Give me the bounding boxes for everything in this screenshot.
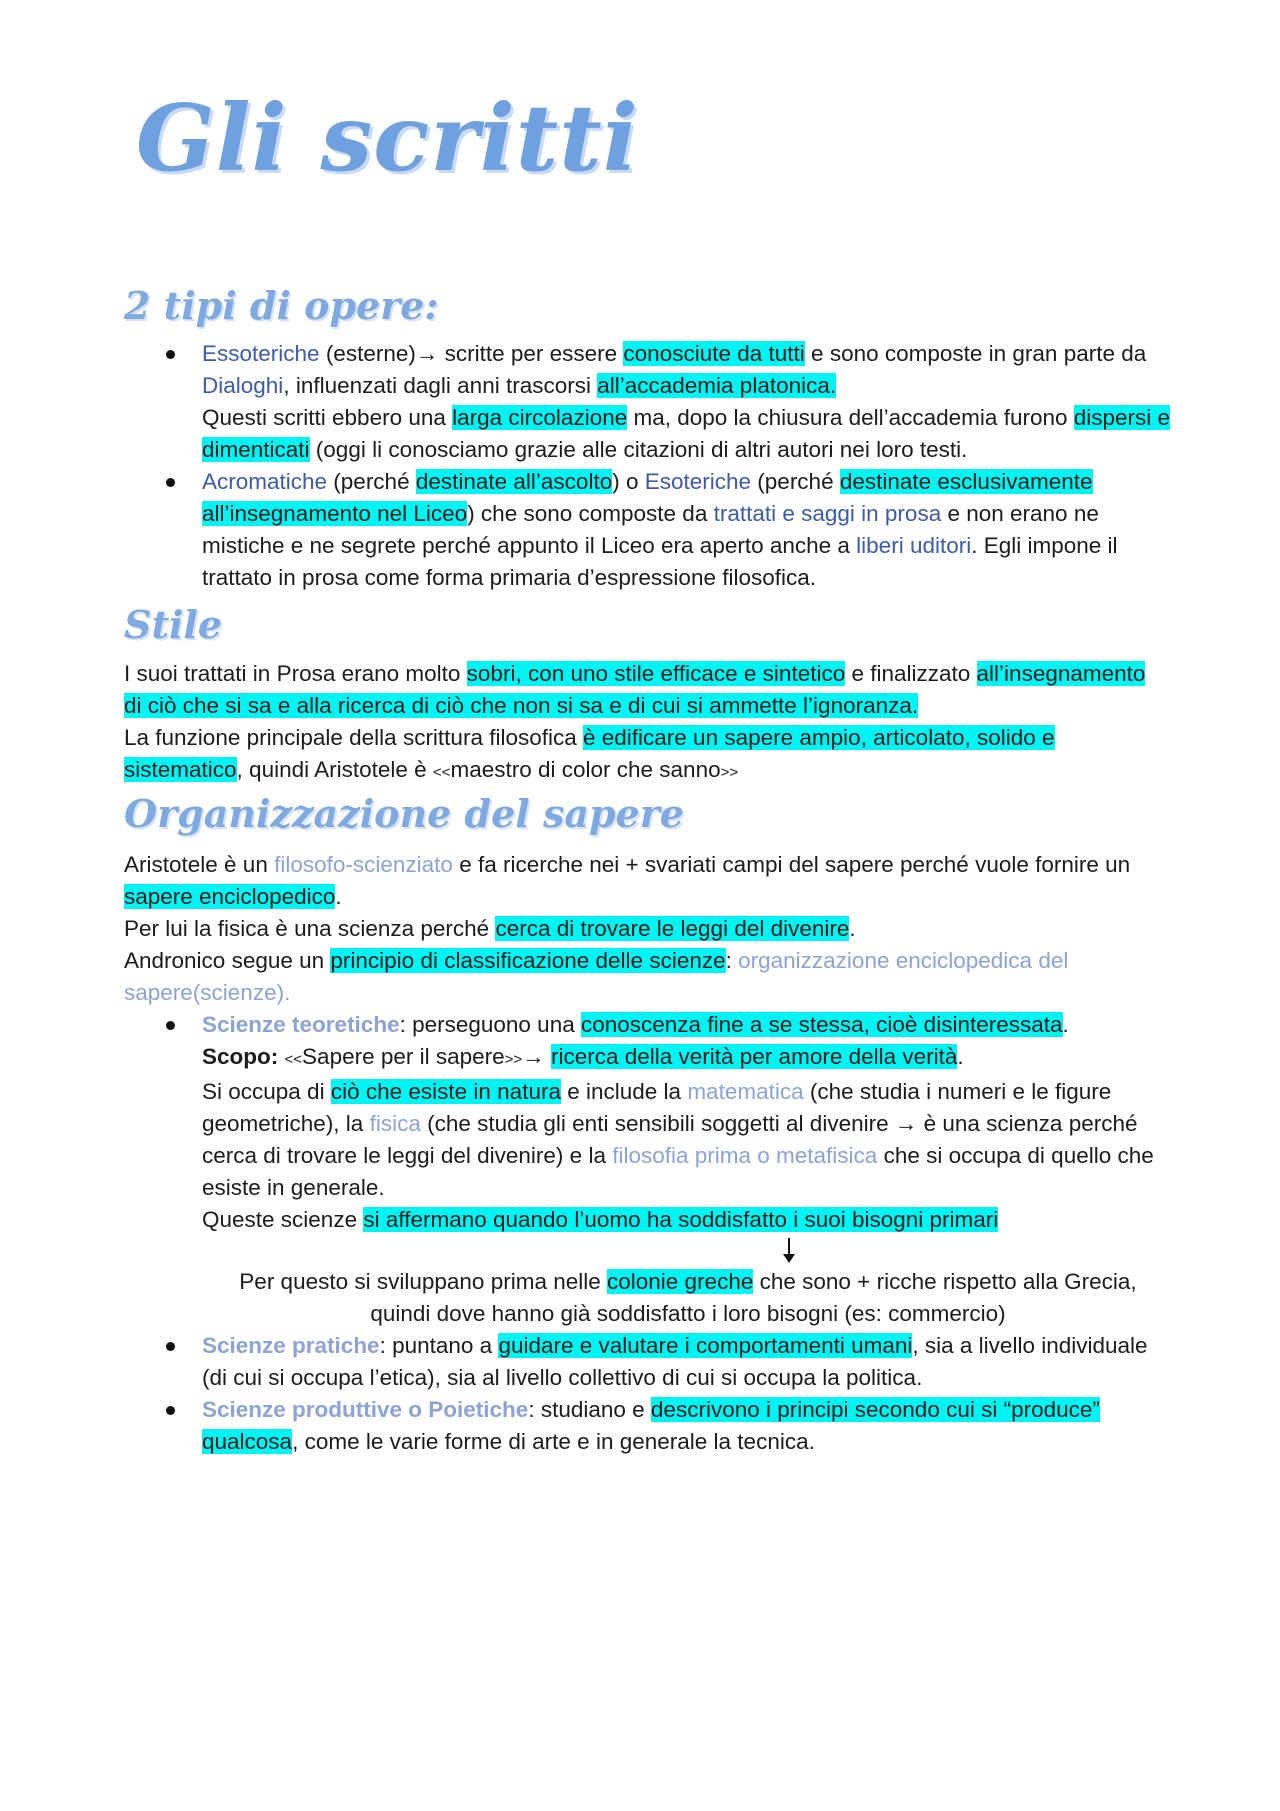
scienze-list: [124, 1009, 1174, 1458]
bullet-icon: [166, 1021, 175, 1030]
bullet-icon: [166, 1342, 175, 1351]
organizzazione-paragraph: Aristotele è un filosofo-scienziato e fa ricerche nei + svariati campi del sapere perché vuole fornire un sapere enciclopedico. Per lui la fisica è una scienza perché cerca di trovare le leggi del divenire. Andronico segue un principio di classificazione delle scienze: organizzazione enciclopedica del sapere(scienze).: [124, 852, 1131, 1005]
heading-stile: Stile: [124, 602, 223, 647]
list-item-acromatiche: Acromatiche (perché destinate all’ascolto) o Esoteriche (perché destinate esclusivamente all’insegnamento nel Liceo) che sono composte da trattati e saggi in prosa e non erano ne mistiche e ne segrete perché appunto il Liceo era aperto anche a liberi uditori. Egli impone il trattato in prosa come forma primaria d’espressione filosofica.: [124, 466, 1174, 594]
list-item-scienze-teoretiche: Scienze teoretiche: perseguono una conoscenza fine a se stessa, cioè disinteressata. Scopo: <<Sapere per il sapere>>→ ricerca della verità per amore della verità. Si occupa di ciò che esiste in natura e include la matematica (che studia i numeri e le figure geometriche), la fisica (che studia gli enti sensibili soggetti al divenire → è una scienza perché cerca di trovare le leggi del divenire) e la filosofia prima o metafisica che si occupa di quello che esiste in generale. Queste scienze si affermano quando l’uomo ha soddisfatto i suoi bisogni primari: [124, 1009, 1174, 1266]
bullet-icon: [166, 1406, 175, 1415]
heading-organizzazione: Organizzazione del sapere: [124, 791, 684, 836]
arrow-down-icon: [780, 1236, 800, 1266]
list-item-essoteriche: Essoteriche (esterne)→ scritte per essere conosciute da tutti e sono composte in gran parte da Dialoghi, influenzati dagli anni trascorsi all’accademia platonica. Questi scritti ebbero una larga circolazione ma, dopo la chiusura dell’accademia furono dispersi e dimenticati (oggi li conosciamo grazie alle citazioni di altri autori nei loro testi.: [124, 338, 1174, 466]
list-item-scienze-pratiche: Scienze pratiche: puntano a guidare e valutare i comportamenti umani, sia a livello individuale (di cui si occupa l’etica), sia al livello collettivo di cui si occupa la politica.: [124, 1330, 1174, 1394]
bullet-icon: [166, 350, 175, 359]
colonie-note: Per questo si sviluppano prima nelle colonie greche che sono + ricche rispetto alla Grecia, quindi dove hanno già soddisfatto i loro bisogni (es: commercio): [239, 1269, 1137, 1326]
stile-paragraph: I suoi trattati in Prosa erano molto sobri, con uno stile efficace e sintetico e finalizzato all’insegnamento di ciò che si sa e alla ricerca di ciò che non si sa e di cui si ammette l’ignoranza. La funzione principale della scrittura filosofica è edificare un sapere ampio, articolato, solido e sistematico, quindi Aristotele è <<maestro di color che sanno>>: [124, 661, 1146, 782]
list-item-scienze-produttive: Scienze produttive o Poietiche: studiano e descrivono i principi secondo cui si “produce” qualcosa, come le varie forme di arte e in generale la tecnica.: [124, 1394, 1174, 1458]
heading-tipi-di-opere: 2 tipi di opere:: [124, 283, 439, 328]
tipi-list: [124, 338, 1174, 594]
bullet-icon: [166, 478, 175, 487]
page-title: Gli scritti: [136, 84, 639, 192]
